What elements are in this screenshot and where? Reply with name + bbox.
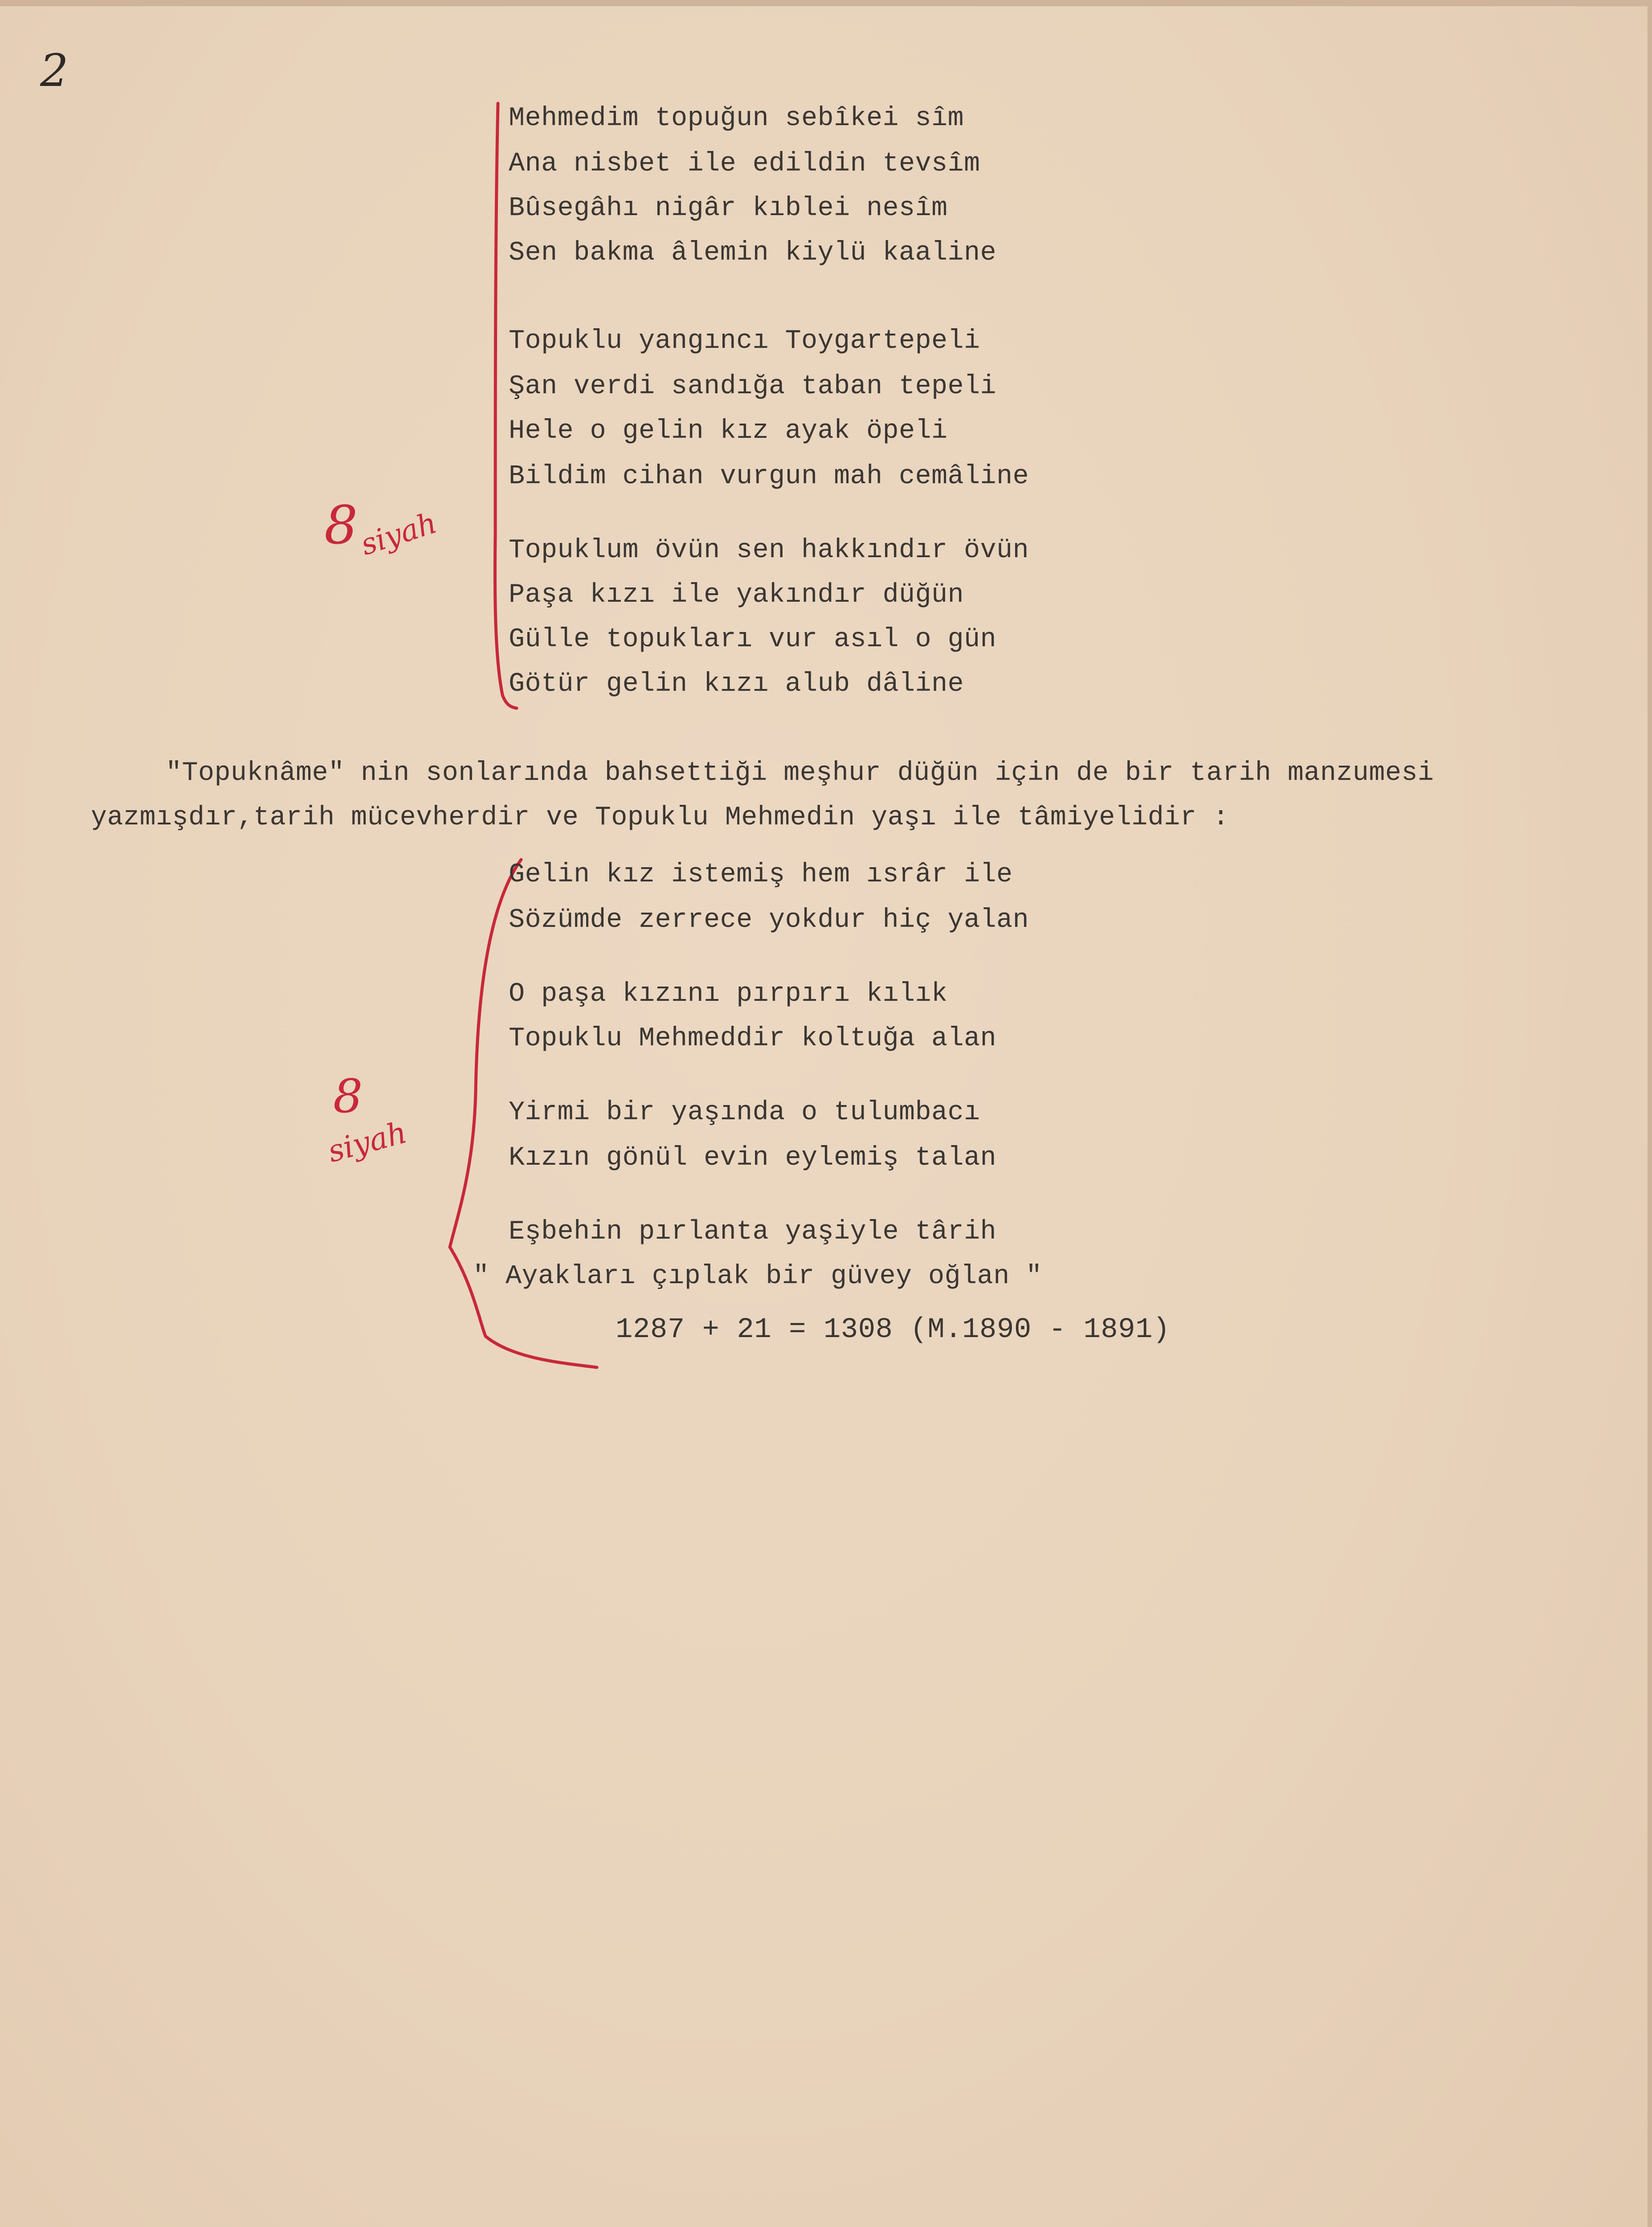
verse-line: Topuklu yangıncı Toygartepeli [509, 326, 980, 356]
verse-line: Gülle topukları vur asıl o gün [509, 624, 997, 655]
verse-line: Paşa kızı ile yakındır düğün [509, 580, 964, 610]
verse-line: Sözümde zerrece yokdur hiç yalan [509, 905, 1029, 935]
verse-line: Bûsegâhı nigâr kıblei nesîm [509, 193, 948, 224]
verse-line: O paşa kızını pırpırı kılık [509, 979, 948, 1009]
verse-line: " Ayakları çıplak bir güvey oğlan " [473, 1261, 1042, 1292]
verse-line: Bildim cihan vurgun mah cemâline [509, 461, 1029, 492]
verse-line: Sen bakma âlemin kiylü kaaline [509, 238, 997, 268]
margin-note-number-1: 8 [324, 494, 358, 556]
verse-line: Topuklu Mehmeddir koltuğa alan [509, 1024, 997, 1054]
paragraph-line-1: "Topuknâme" nin sonlarında bahsettiği meşhur düğün için de bir tarih manzumesi [166, 758, 1434, 788]
verse-line: Şan verdi sandığa taban tepeli [509, 371, 997, 402]
margin-note-word-2: siyah [324, 1115, 411, 1170]
verse-line: Mehmedim topuğun sebîkei sîm [509, 103, 964, 134]
verse-line: Ana nisbet ile edildin tevsîm [509, 149, 980, 179]
page-number: 2 [40, 45, 69, 97]
verse-line: Kızın gönül evin eylemiş talan [509, 1143, 997, 1173]
verse-line: Hele o gelin kız ayak öpeli [509, 416, 948, 446]
paragraph-line-2: yazmışdır,tarih mücevherdir ve Topuklu Mehmedin yaşı ile tâmiyelidir : [91, 803, 1229, 833]
verse-line: Götür gelin kızı alub dâline [509, 669, 964, 699]
margin-note-number-2: 8 [333, 1069, 363, 1123]
verse-line: Gelin kız istemiş hem ısrâr ile [509, 860, 1013, 890]
verse-line: Eşbehin pırlanta yaşiyle târih [509, 1217, 997, 1247]
verse-line: Yirmi bir yaşında o tulumbacı [509, 1097, 980, 1128]
date-formula: 1287 + 21 = 1308 (M.1890 - 1891) [616, 1314, 1170, 1346]
verse-line: Topuklum övün sen hakkındır övün [509, 535, 1029, 566]
margin-note-word-1: siyah [356, 505, 441, 563]
